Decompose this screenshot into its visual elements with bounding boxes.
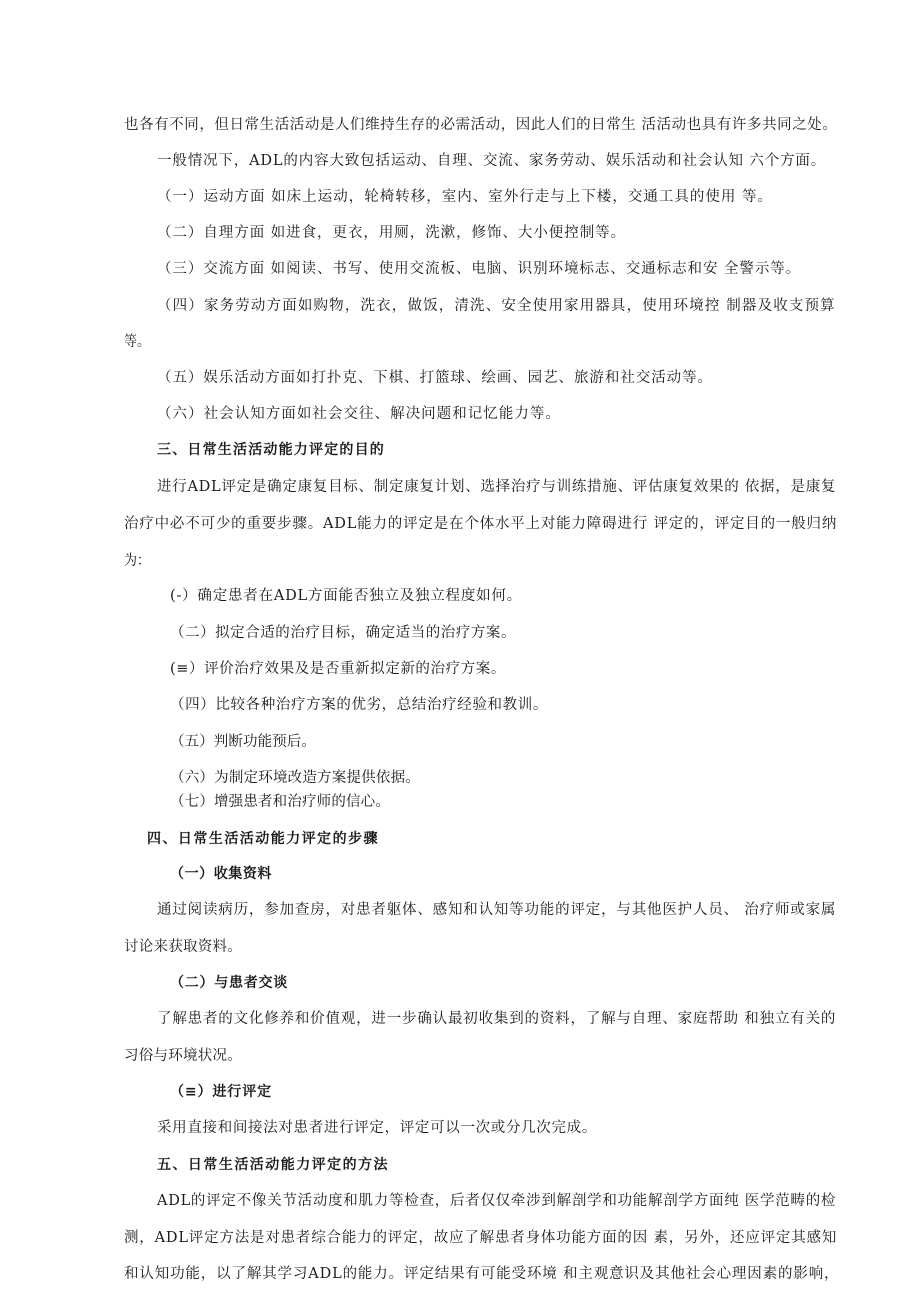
list-item: （六）为制定环境改造方案提供依据。 xyxy=(170,770,421,786)
list-item: (≡）评价治疗效果及是否重新拟定新的治疗方案。 xyxy=(170,661,506,677)
list-item: （五）娱乐活动方面如打扑克、下棋、打篮球、绘画、园艺、旅游和社交活动等。 xyxy=(157,370,713,386)
list-item: (-）确定患者在ADL方面能否独立及独立程度如何。 xyxy=(170,588,523,604)
section-heading: 四、日常生活活动能力评定的步骤 xyxy=(147,831,380,847)
paragraph-line: 等。 xyxy=(124,334,151,350)
paragraph-line: 治疗中必不可少的重要步骤。ADL能力的评定是在个体水平上对能力障碍进行 评定的，评定目的一般归纳 xyxy=(124,516,838,532)
list-item: （五）判断功能预后。 xyxy=(170,734,316,750)
paragraph-line: 习俗与环境状况。 xyxy=(124,1048,242,1064)
paragraph-line: ADL的评定不像关节活动度和肌力等检查，后者仅仅牵涉到解剖学和功能解剖学方面纯 医学范畴的检 xyxy=(157,1193,837,1209)
paragraph-line: 讨论来获取资料。 xyxy=(124,939,242,955)
list-item: （四）家务劳动方面如购物，洗衣，做饭，清洗、安全使用家用器具，使用环境控 制器及收支预算 xyxy=(157,298,836,314)
paragraph-line: 一般情况下，ADL的内容大致包括运动、自理、交流、家务劳动、娱乐活动和社会认知 六个方面。 xyxy=(157,153,827,169)
list-item: （三）交流方面 如阅读、书写、使用交流板、电脑、识别环境标志、交通标志和安 全警示等。 xyxy=(157,261,802,277)
list-item: （七）增强患者和治疗师的信心。 xyxy=(170,794,391,810)
list-item: （四）比较各种治疗方案的优劣，总结治疗经验和教训。 xyxy=(170,697,548,713)
paragraph-line: 测，ADL评定方法是对患者综合能力的评定，故应了解患者身体功能方面的因 素，另外，还应评定其感知 xyxy=(124,1230,838,1246)
paragraph-line: 也各有不同，但日常生活活动是人们维持生存的必需活动，因此人们的日常生 活活动也具有许多共同之处。 xyxy=(124,117,838,133)
list-item: （六）社会认知方面如社会交往、解决问题和记忆能力等。 xyxy=(157,406,561,422)
list-item: （二）拟定合适的治疗目标，确定适当的治疗方案。 xyxy=(170,625,516,641)
paragraph-line: 进行ADL评定是确定康复目标、制定康复计划、选择治疗与训练措施、评估康复效果的 依据，是康复 xyxy=(157,479,837,495)
subsection-heading: （二）与患者交谈 xyxy=(170,975,288,991)
subsection-heading: （≡）进行评定 xyxy=(170,1084,272,1100)
subsection-heading: （一）收集资料 xyxy=(170,866,272,882)
paragraph-line: 了解患者的文化修养和价值观，进一步确认最初收集到的资料，了解与自理、家庭帮助 和独立有关的 xyxy=(157,1011,837,1027)
paragraph-line: 为： xyxy=(124,553,151,569)
list-item: （二）自理方面 如进食，更衣，用厕，洗漱，修饰、大小便控制等。 xyxy=(157,225,627,241)
section-heading: 三、日常生活活动能力评定的目的 xyxy=(157,442,385,458)
list-item: （一）运动方面 如床上运动，轮椅转移，室内、室外行走与上下楼，交通工具的使用 等。 xyxy=(157,189,774,205)
paragraph-line: 和认知功能，以了解其学习ADL的能力。评定结果有可能受环境 和主观意识及其他社会心理因素的影响， xyxy=(124,1266,840,1282)
paragraph-line: 采用直接和间接法对患者进行评定，评定可以一次或分几次完成。 xyxy=(157,1120,597,1136)
paragraph-line: 通过阅读病历，参加查房，对患者躯体、感知和认知等功能的评定，与其他医护人员、 治疗师或家属 xyxy=(157,902,837,918)
section-heading: 五、日常生活活动能力评定的方法 xyxy=(157,1157,390,1173)
